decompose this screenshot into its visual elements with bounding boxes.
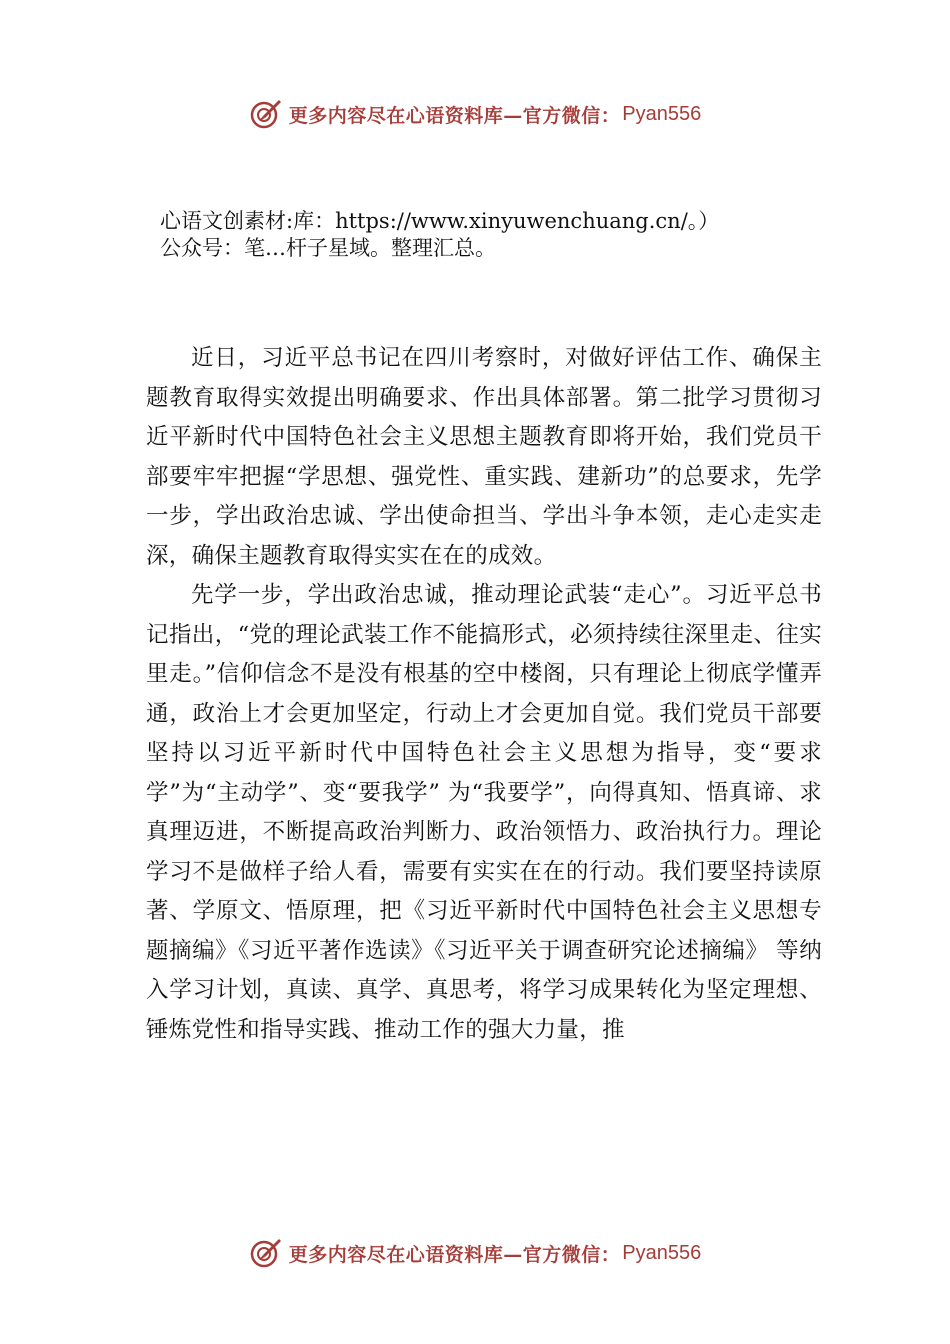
footer-wechat-id: Pyan556: [622, 1241, 702, 1264]
header-banner-text: 更多内容尽在心语资料库—官方微信：: [288, 104, 621, 127]
footer-banner-text: 更多内容尽在心语资料库—官方微信：: [288, 1243, 621, 1266]
source-note: [160, 208, 860, 262]
article-body: [146, 339, 822, 1050]
article-paragraph: 先学一步，学出政治忠诚，推动理论武装“走心”。习近平总书记指出，“党的理论武装工作不能搞形式，必须持续往深里走、往实里走。”信仰信念不是没有根基的空中楼阁，只有理论上彻底学懂弄通，政治上才会更加坚定，行动上才会更加自觉。我们党员干部要坚持以习近平新时代中国特色社会主义思想为指导，变“要求学”为“主动学”、变“要我学” 为“我要学”，向得真知、悟真谛、求真理迈进，不断提高政治判断力、政治领悟力、政治执行力。理论学习不是做样子给人看，需要有实实在在的行动。我们要坚持读原著、学原文、悟原理，把《习近平新时代中国特色社会主义思想专题摘编》《习近平著作选读》《习近平关于调查研究论述摘编》 等纳入学习计划，真读、真学、真思考，将学习成果转化为坚定理想、锤炼党性和指导实践、推动工作的强大力量，推: [146, 582, 822, 1043]
header-banner: [0, 94, 950, 134]
pen-nib-logo-icon: [249, 97, 283, 131]
header-wechat-id: Pyan556: [622, 102, 702, 125]
source-line-account: 公众号：笔…杆子星域。整理汇总。: [160, 236, 496, 260]
article-paragraph: 近日，习近平总书记在四川考察时，对做好评估工作、确保主题教育取得实效提出明确要求、作出具体部署。第二批学习贯彻习近平新时代中国特色社会主义思想主题教育即将开始，我们党员干部要牢牢把握“学思想、强党性、重实践、建新功”的总要求，先学一步，学出政治忠诚、学出使命担当、学出斗争本领，走心走实走深，确保主题教育取得实实在在的成效。: [146, 345, 822, 569]
source-line-website: 心语文创素材:库：https://www.xinyuwenchuang.cn/。）: [160, 209, 720, 233]
pen-nib-logo-icon: [249, 1236, 283, 1270]
footer-banner: [0, 1233, 950, 1273]
